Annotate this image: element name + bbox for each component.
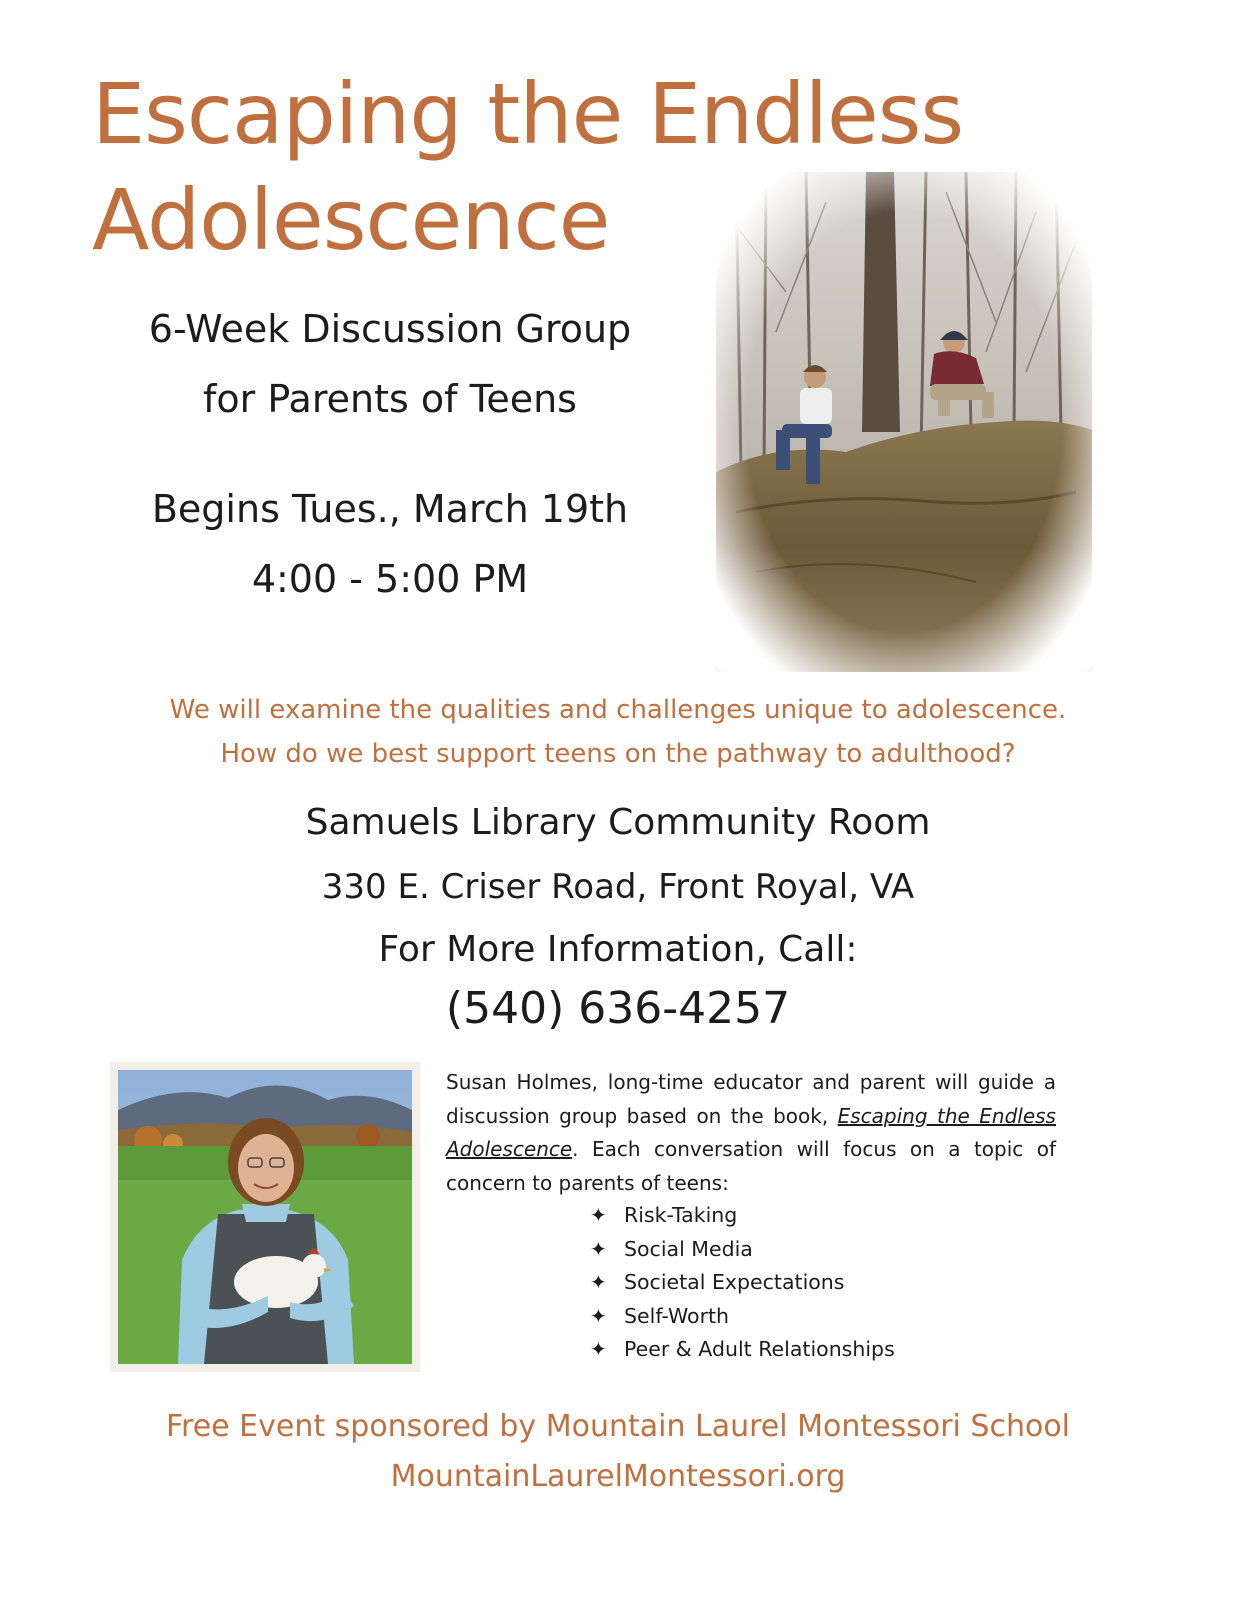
subtitle-line-1: 6-Week Discussion Group (148, 307, 632, 351)
sponsor-line: Free Event sponsored by Mountain Laurel Montessori School (165, 1409, 1071, 1444)
list-item (590, 1300, 895, 1334)
topic-label: Self-Worth (624, 1303, 730, 1328)
facilitator-portrait-photo (118, 1070, 412, 1364)
title-line-1: Escaping the Endless (92, 65, 964, 163)
four-point-star-icon: ✦ (590, 1270, 607, 1295)
four-point-star-icon: ✦ (590, 1337, 607, 1362)
topic-label: Social Media (624, 1236, 753, 1261)
list-item (590, 1333, 895, 1367)
four-point-star-icon: ✦ (590, 1203, 607, 1227)
venue-name: Samuels Library Community Room (305, 802, 931, 843)
website-link[interactable]: MountainLaurelMontessori.org (390, 1459, 846, 1494)
subtitle-line-2: for Parents of Teens (203, 377, 577, 421)
facilitator-description (446, 1066, 1056, 1200)
book-title: Escaping the Endless Adolescence (446, 1103, 1056, 1161)
description-text-before: Susan Holmes, long-time educator and parent will guide a discussion group based on the book, (446, 1070, 1056, 1128)
list-item (590, 1266, 895, 1300)
list-item (590, 1199, 895, 1233)
forest-rock-photo (716, 172, 1092, 672)
list-item (590, 1233, 895, 1267)
phone-number: (540) 636-4257 (445, 983, 791, 1034)
four-point-star-icon: ✦ (590, 1303, 607, 1328)
four-point-star-icon: ✦ (590, 1236, 607, 1261)
topic-list (590, 1199, 895, 1367)
event-date: Begins Tues., March 19th (151, 487, 629, 531)
topic-label: Peer & Adult Relationships (624, 1337, 895, 1362)
description-text-after: . Each conversation will focus on a topic of concern to parents of teens: (446, 1137, 1056, 1195)
topic-label: Risk-Taking (624, 1203, 738, 1227)
topic-label: Societal Expectations (624, 1270, 845, 1295)
title-line-2: Adolescence (92, 171, 610, 269)
intro-line-2: How do we best support teens on the pathway to adulthood? (220, 739, 1016, 769)
intro-line-1: We will examine the qualities and challenges unique to adolescence. (169, 695, 1067, 725)
venue-address: 330 E. Criser Road, Front Royal, VA (321, 867, 915, 907)
event-time: 4:00 - 5:00 PM (251, 557, 529, 601)
call-label: For More Information, Call: (378, 929, 858, 970)
